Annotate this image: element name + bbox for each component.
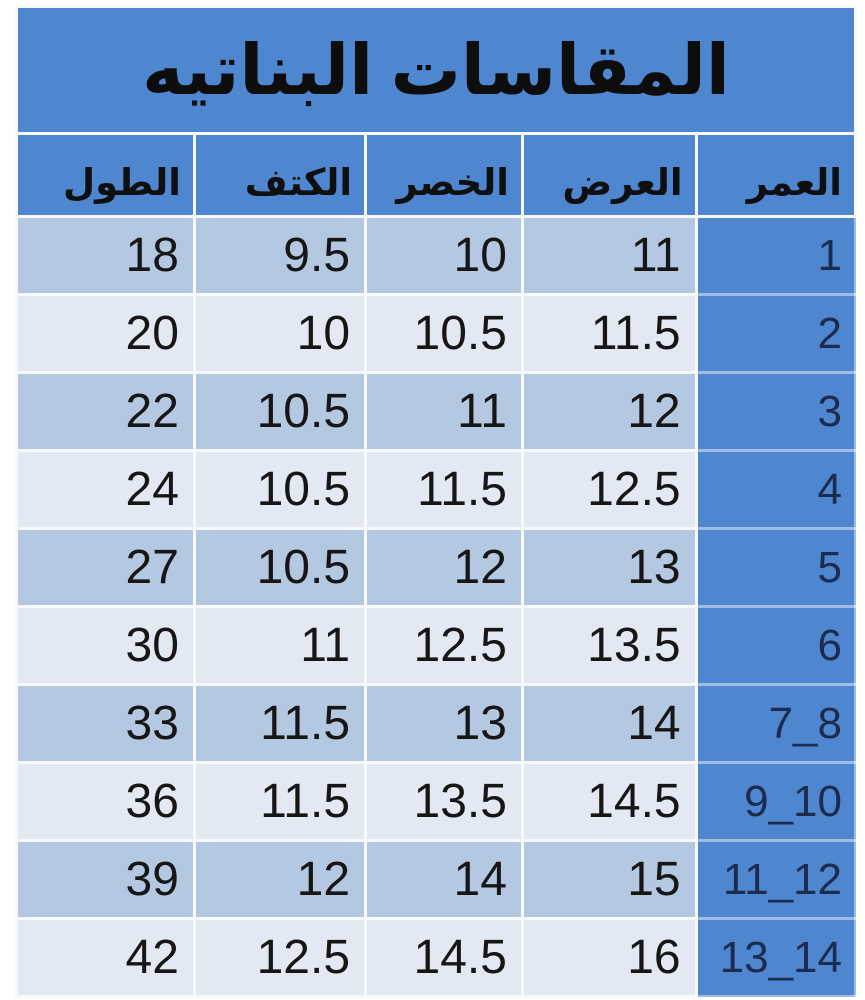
age-value: 3 xyxy=(817,386,842,436)
shoulder-value: 11.5 xyxy=(260,697,351,750)
cell-width xyxy=(522,763,696,841)
cell-length xyxy=(17,685,195,763)
waist-value: 12 xyxy=(453,541,507,594)
table-row xyxy=(17,841,856,919)
cell-length xyxy=(17,841,195,919)
column-header-waist: الخصر xyxy=(366,134,523,217)
width-value: 11 xyxy=(630,229,681,282)
length-value: 42 xyxy=(125,931,179,984)
chart-title: المقاسات البناتيه xyxy=(17,7,856,134)
shoulder-value: 9.5 xyxy=(283,229,351,282)
waist-value: 14 xyxy=(453,853,507,906)
cell-shoulder xyxy=(194,295,365,373)
table-row xyxy=(17,295,856,373)
cell-shoulder xyxy=(194,763,365,841)
cell-waist xyxy=(366,451,523,529)
header-row xyxy=(17,134,856,217)
age-value: 2 xyxy=(817,308,842,358)
width-value: 14 xyxy=(627,697,681,750)
cell-width xyxy=(522,217,696,295)
cell-waist xyxy=(366,763,523,841)
age-value: 4 xyxy=(817,464,842,514)
title-row xyxy=(17,7,856,134)
cell-waist xyxy=(366,685,523,763)
length-value: 20 xyxy=(125,307,179,360)
length-value: 36 xyxy=(125,775,179,828)
waist-value: 13.5 xyxy=(413,775,507,828)
shoulder-value: 11.5 xyxy=(260,775,351,828)
width-value: 13.5 xyxy=(587,619,681,672)
width-value: 12 xyxy=(627,385,681,438)
column-header-shoulder: الكتف xyxy=(194,134,365,217)
waist-value: 10 xyxy=(453,229,507,282)
shoulder-value: 10 xyxy=(296,307,351,360)
cell-width xyxy=(522,529,696,607)
length-value: 27 xyxy=(125,541,179,594)
cell-waist xyxy=(366,607,523,685)
table-row xyxy=(17,607,856,685)
waist-value: 12.5 xyxy=(413,619,507,672)
column-header-width: العرض xyxy=(522,134,696,217)
cell-age xyxy=(696,763,855,841)
cell-waist xyxy=(366,295,523,373)
column-header-age: العمر xyxy=(696,134,855,217)
cell-length xyxy=(17,919,195,997)
table-row xyxy=(17,529,856,607)
length-value: 39 xyxy=(125,853,179,906)
shoulder-value: 12 xyxy=(296,853,351,906)
cell-age xyxy=(696,841,855,919)
cell-length xyxy=(17,373,195,451)
table-row xyxy=(17,919,856,997)
waist-value: 11.5 xyxy=(417,463,507,516)
cell-length xyxy=(17,529,195,607)
table-row xyxy=(17,451,856,529)
length-value: 22 xyxy=(125,385,179,438)
table-row xyxy=(17,217,856,295)
cell-width xyxy=(522,295,696,373)
shoulder-value: 10.5 xyxy=(256,385,351,438)
width-value: 11.5 xyxy=(590,307,681,360)
cell-length xyxy=(17,217,195,295)
cell-shoulder xyxy=(194,373,365,451)
length-value: 30 xyxy=(125,619,179,672)
cell-age xyxy=(696,607,855,685)
age-value: 13_14 xyxy=(719,932,842,982)
cell-waist xyxy=(366,841,523,919)
width-value: 14.5 xyxy=(587,775,681,828)
cell-shoulder xyxy=(194,607,365,685)
cell-waist xyxy=(366,373,523,451)
table-row xyxy=(17,373,856,451)
cell-age xyxy=(696,529,855,607)
column-header-length: الطول xyxy=(17,134,195,217)
age-value: 1 xyxy=(817,230,842,280)
cell-length xyxy=(17,295,195,373)
cell-age xyxy=(696,373,855,451)
cell-shoulder xyxy=(194,217,365,295)
waist-value: 11 xyxy=(457,385,507,438)
table-row xyxy=(17,685,856,763)
age-value: 11_12 xyxy=(722,854,842,904)
cell-width xyxy=(522,373,696,451)
age-value: 6 xyxy=(817,620,842,670)
age-value: 5 xyxy=(817,542,842,592)
age-value: 7_8 xyxy=(768,698,842,748)
cell-age xyxy=(696,685,855,763)
width-value: 13 xyxy=(627,541,681,594)
cell-shoulder xyxy=(194,919,365,997)
cell-waist xyxy=(366,217,523,295)
cell-shoulder xyxy=(194,451,365,529)
shoulder-value: 12.5 xyxy=(256,931,351,984)
cell-length xyxy=(17,451,195,529)
cell-width xyxy=(522,919,696,997)
shoulder-value: 10.5 xyxy=(256,541,351,594)
cell-width xyxy=(522,607,696,685)
width-value: 15 xyxy=(627,853,681,906)
length-value: 18 xyxy=(125,229,179,282)
shoulder-value: 10.5 xyxy=(256,463,351,516)
cell-age xyxy=(696,919,855,997)
cell-length xyxy=(17,607,195,685)
age-value: 9_10 xyxy=(744,776,842,826)
cell-length xyxy=(17,763,195,841)
cell-shoulder xyxy=(194,529,365,607)
table-row xyxy=(17,763,856,841)
cell-width xyxy=(522,841,696,919)
cell-age xyxy=(696,451,855,529)
cell-waist xyxy=(366,529,523,607)
waist-value: 10.5 xyxy=(413,307,507,360)
size-chart-table xyxy=(15,5,857,998)
length-value: 24 xyxy=(125,463,179,516)
cell-width xyxy=(522,451,696,529)
shoulder-value: 11 xyxy=(300,619,351,672)
cell-width xyxy=(522,685,696,763)
waist-value: 14.5 xyxy=(413,931,507,984)
cell-waist xyxy=(366,919,523,997)
cell-age xyxy=(696,217,855,295)
width-value: 12.5 xyxy=(587,463,681,516)
cell-shoulder xyxy=(194,685,365,763)
width-value: 16 xyxy=(627,931,681,984)
length-value: 33 xyxy=(125,697,179,750)
cell-shoulder xyxy=(194,841,365,919)
cell-age xyxy=(696,295,855,373)
waist-value: 13 xyxy=(453,697,507,750)
